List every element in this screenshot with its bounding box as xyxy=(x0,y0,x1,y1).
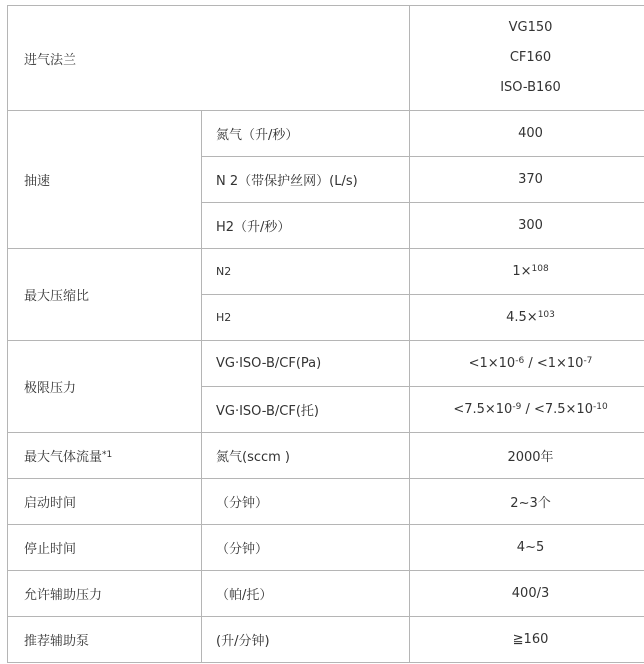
value-superscript: 103 xyxy=(537,310,555,320)
cell-value: ≧160 xyxy=(410,617,644,663)
value-superscript: -6 xyxy=(515,356,525,366)
sub-label: H2 xyxy=(202,295,410,341)
cell-value: 2~3个 xyxy=(410,479,644,525)
value-text: 4.5× xyxy=(506,310,538,325)
table-row xyxy=(8,571,644,617)
row-label-allowable-backing-pressure: 允许辅助压力 xyxy=(8,571,202,617)
flange-value: ISO-B160 xyxy=(500,80,561,95)
cell-value xyxy=(410,295,644,341)
row-label-max-gas-flow xyxy=(8,433,202,479)
sub-label: （分钟） xyxy=(202,479,410,525)
row-label-inlet-flange: 进气法兰 xyxy=(8,6,410,111)
table-row xyxy=(8,111,644,157)
sub-label: (升/分钟) xyxy=(202,617,410,663)
cell-value: 400 xyxy=(410,111,644,157)
row-label-max-compression: 最大压缩比 xyxy=(8,249,202,341)
cell-value: 300 xyxy=(410,203,644,249)
table-row xyxy=(8,479,644,525)
row-label-recommended-backing-pump: 推荐辅助泵 xyxy=(8,617,202,663)
sub-label: 氮气（升/秒） xyxy=(202,111,410,157)
table-row xyxy=(8,617,644,663)
table-row xyxy=(8,249,644,295)
sub-label: H2（升/秒） xyxy=(202,203,410,249)
cell-value: 2000年 xyxy=(410,433,644,479)
table-row xyxy=(8,525,644,571)
sub-label: VG·ISO-B/CF(Pa) xyxy=(202,341,410,387)
sub-label: 氮气(sccm ) xyxy=(202,433,410,479)
cell-value xyxy=(410,341,644,387)
cell-value xyxy=(410,249,644,295)
cell-value: 370 xyxy=(410,157,644,203)
cell-value: 400/3 xyxy=(410,571,644,617)
cell-value xyxy=(410,387,644,433)
table-row xyxy=(8,341,644,387)
value-text: 1× xyxy=(512,264,532,279)
value-text: <1×10 xyxy=(468,356,516,371)
value-text: / <1×10 xyxy=(524,356,584,371)
table-row xyxy=(8,433,644,479)
value-text: / <7.5×10 xyxy=(521,402,593,417)
spec-table xyxy=(7,5,644,663)
sub-label: （帕/托） xyxy=(202,571,410,617)
value-superscript: -9 xyxy=(512,402,522,412)
sub-label: VG·ISO-B/CF(托) xyxy=(202,387,410,433)
value-superscript: 108 xyxy=(531,264,549,274)
value-text: <7.5×10 xyxy=(453,402,513,417)
label-text: 最大气体流量 xyxy=(24,450,103,465)
inlet-flange-values xyxy=(410,6,644,111)
row-label-ultimate-pressure: 极限压力 xyxy=(8,341,202,433)
row-label-stop-time: 停止时间 xyxy=(8,525,202,571)
row-label-startup-time: 启动时间 xyxy=(8,479,202,525)
row-label-pumping-speed: 抽速 xyxy=(8,111,202,249)
cell-value: 4~5 xyxy=(410,525,644,571)
table-row xyxy=(8,6,644,111)
value-superscript: -10 xyxy=(592,402,608,412)
value-superscript: -7 xyxy=(583,356,593,366)
flange-value: CF160 xyxy=(509,50,552,65)
sub-label: （分钟） xyxy=(202,525,410,571)
flange-value: VG150 xyxy=(508,20,553,35)
sub-label: N2 xyxy=(202,249,410,295)
footnote-marker: *1 xyxy=(102,450,113,460)
sub-label: N 2（带保护丝网）(L/s) xyxy=(202,157,410,203)
